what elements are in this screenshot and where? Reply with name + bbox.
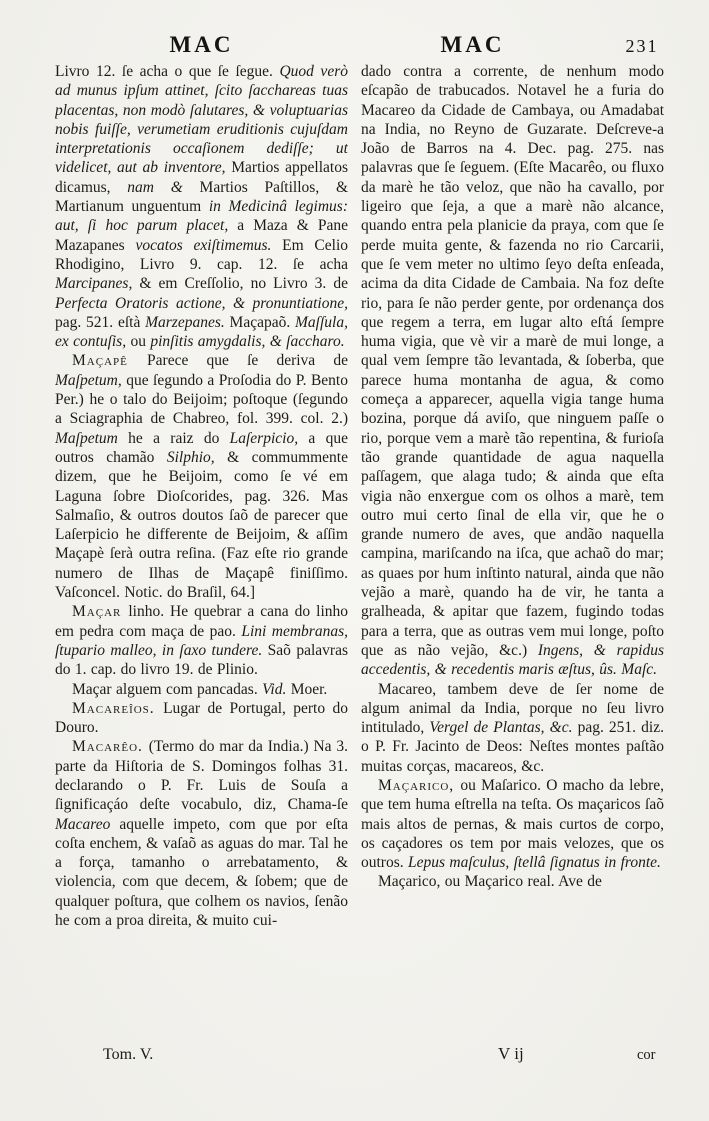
text-segment-italic: Silphio,	[166, 448, 228, 466]
tome-label: Tom. V.	[103, 1046, 154, 1063]
text-segment-roman: linho. He quebrar a cana do linho em pedra com maça de pao.	[55, 603, 348, 640]
text-segment-italic: Ingens, & rapidus accedentis, & recedentis maris æſtus, ûs. Maſc.	[361, 641, 664, 679]
text-segment-italic: Laſerpicio,	[229, 429, 309, 447]
entry-macar-linho	[55, 602, 348, 679]
text-segment-roman: que ſegundo a Proſodia do P. Bento Per.) he o talo do Beijoim; poſtoque (ſegundo a Sciagraphia de Chabreo, fol. 399. col. 2.)	[55, 371, 348, 428]
text-segment-roman: & em Creſſolio, no Livro 3. de	[139, 275, 348, 293]
paragraph-continuation	[55, 62, 348, 351]
text-segment-roman: Martios Paſtillos, & Martianum unguentum	[55, 178, 348, 216]
entry-macar-alguem	[55, 680, 348, 699]
text-segment-italic: Maſſula, ex contuſis,	[55, 313, 348, 351]
text-segment-italic: Maſpetum	[55, 429, 129, 447]
text-column-right	[361, 62, 664, 1048]
text-segment-roman: Macareo, tambem deve de ſer nome de algum animal da India, porque no ſeu livro intitulado,	[361, 680, 664, 737]
text-segment-roman: he a raiz do	[128, 429, 230, 447]
running-title-left: MAC	[169, 32, 234, 57]
text-segment-smallcaps: Maçapê	[72, 352, 148, 370]
text-segment-roman: & commummente dizem, que he Beijoim, como ſe vé em Laguna ſobre Dioſcorides, pag. 326. Mas Salmaſio, & outros doutos ſaõ de parecer que Laſerpicio he differente de Beijoim, & aſſim Maçapè ſerà outra reſina. (Faz eſte rio grande numero de Ilhas de Maçapê finiſſimo. Vaſconcel. Notic. do Braſil, 64.]	[55, 448, 348, 602]
text-segment-italic: Maſpetum,	[55, 371, 127, 389]
text-segment-roman: Maçar alguem com pancadas.	[72, 680, 263, 698]
text-segment-italic: in Medicinâ legimus: aut, ſi hoc parum placet,	[55, 198, 348, 235]
text-segment-roman: Maçapaõ.	[229, 313, 296, 331]
text-segment-roman: ou	[130, 333, 151, 351]
text-segment-italic: pinſitis amygdalis, & ſaccharo.	[150, 333, 345, 351]
text-segment-roman: dado contra a corrente, de nenhum modo eſcapão de trabucados. Notavel he a furia do Macareo da Cidade de Cambaya, ou Amadabat na India, no Reyno de Guzarate. Deſcreve-a João de Barros na 4. Dec. pag. 275. nas palavras que ſe ſeguem. (Eſte Macarêo, ou fluxo da marè he tão veloz, que não ha cavallo, por ligeiro que ſeja, a que a marè não alcance, quando entra pela planicie da praya, com que ſe perde muita gente, & fazenda no rio Carcarii, que ſe vem meter no ultimo ſeyo deſta enſeada, acima da dita Cidade de Cambaia. Na foz deſte rio, para ſe não perder gente, por ordenança dos que regem a terra, em lugar alto eſtá ſempre huma vigia, que vè vir a marè de mui longe, a qual vem ſempre tão levantada, & ſoberba, que parece huma montanha de agua, & como começa a apparecer, aquella vigia tange huma bozina, porque dá aviſo, que ninguem paſſe o rio, porque vem a marè tão repentina, & furioſa tão grande quantidade de agua naquella paſſagem, que alaga tudo; & ainda que eſta vigia não enxergue com os olhos a marè, tem outro mui certo ſinal de ella vir, que he o grande numero de aves, que andão naquella campina, mariſcando na iſca, que achaõ do mar; as quaes por hum inſtinto natural, ainda que não vejão a marè, quando ha de vir, he tanta a gralheada, & apitar que fazem, fugindo todas para a terra, que as outras vem mui longe, poſto que as não vejão, &c.)	[361, 63, 664, 659]
text-segment-roman: Lugar de Portugal, perto do Douro.	[55, 699, 348, 737]
signature-mark: V ij	[498, 1044, 524, 1063]
text-segment-roman: a que outros chamão	[55, 429, 348, 466]
text-segment-roman: Saõ palavras do 1. cap. do livro 19. de Plinio.	[55, 641, 348, 679]
text-segment-roman: Livro 12. ſe acha o que ſe ſegue.	[55, 63, 280, 80]
running-title-right: MAC	[440, 32, 505, 57]
text-segment-roman: Martios appellatos dicamus,	[55, 159, 348, 196]
text-segment-roman: pag. 521. eſtà	[55, 313, 146, 331]
text-segment-italic: Lini membranas, ſtupario malleo, in ſaxo tundere.	[55, 622, 348, 659]
entry-macareios	[55, 699, 348, 738]
entry-macareo	[55, 737, 348, 930]
text-segment-roman: Parece que ſe deriva de	[147, 352, 348, 370]
text-segment-italic: Lepus maſculus, ſtellâ ſignatus in fronte.	[408, 854, 661, 872]
text-segment-roman: (Termo do mar da India.) Na 3. parte da Hiſtoria de S. Domingos folhas 31. declarando o P. Fr. Luis de Souſa a ſignificaçáo deſte vocabulo, diz, Chama-ſe	[55, 738, 348, 814]
text-segment-roman: a Maza & Pane Mazapanes	[55, 217, 348, 254]
page-number: 231	[625, 36, 659, 56]
text-segment-italic: Vid.	[262, 680, 291, 698]
text-segment-roman: Maçarico, ou Maçarico real. Ave de	[378, 873, 602, 891]
text-segment-smallcaps: Maçarico,	[378, 776, 461, 794]
text-segment-roman: Em Celio Rhodigino, Livro 9. cap. 12. ſe acha	[55, 236, 348, 273]
text-column-left	[55, 62, 348, 1048]
text-segment-italic: vocatos exiſtimemus.	[135, 236, 283, 254]
text-segment-italic: Quod verò ad munus ipſum attinet, ſcito ſacchareas tuas placentas, non modò ſalutares, & voluptuarias nobis fuiſſe, verumetiam eruditionis cujuſdam interpretationis occaſionem dediſſe; ut videlicet, aut ab inventore,	[55, 63, 348, 177]
text-segment-roman: pag. 251. diz. o P. Fr. Jacinto de Deos: Neſtes montes paſtão muitas corças, macareos, &c.	[361, 719, 664, 775]
text-segment-roman: Moer.	[290, 680, 328, 698]
entry-macape	[55, 351, 348, 602]
paragraph-continuation	[361, 62, 664, 680]
text-segment-smallcaps: Macareîos.	[72, 699, 164, 717]
catchword: cor	[637, 1047, 656, 1063]
text-segment-smallcaps: Maçar	[72, 603, 129, 621]
text-segment-italic: Macareo	[55, 815, 120, 833]
entry-macareo-animal	[361, 680, 664, 776]
entry-macarico-real	[361, 872, 664, 891]
text-segment-italic: nam &	[127, 178, 200, 196]
text-segment-smallcaps: Macarêo.	[72, 738, 149, 756]
text-segment-italic: Marzepanes.	[145, 313, 230, 331]
entry-macarico	[361, 776, 664, 872]
text-segment-italic: Vergel de Plantas, &c.	[429, 719, 578, 737]
text-segment-italic: Marcipanes,	[55, 275, 140, 293]
text-segment-italic: Perfecta Oratoris actione, & pronuntiatione,	[55, 294, 348, 312]
text-segment-roman: ou Maſarico. O macho da lebre, que tem huma eſtrella na teſta. Os maçaricos ſaõ mais altos de pernas, & mais curtos de corpo, os caçadores os tem por mais velozes, que os outros.	[361, 776, 664, 872]
text-segment-roman: aquelle impeto, com que por eſta coſta enchem, & vaſaõ as aguas do mar. Tal he a força, tamanho o arrebatamento, & violencia, com que decem, & ſobem; que de qualquer poſtura, que colhem os navios, ſenão he com a proa direita, & muito cui-	[55, 815, 348, 930]
